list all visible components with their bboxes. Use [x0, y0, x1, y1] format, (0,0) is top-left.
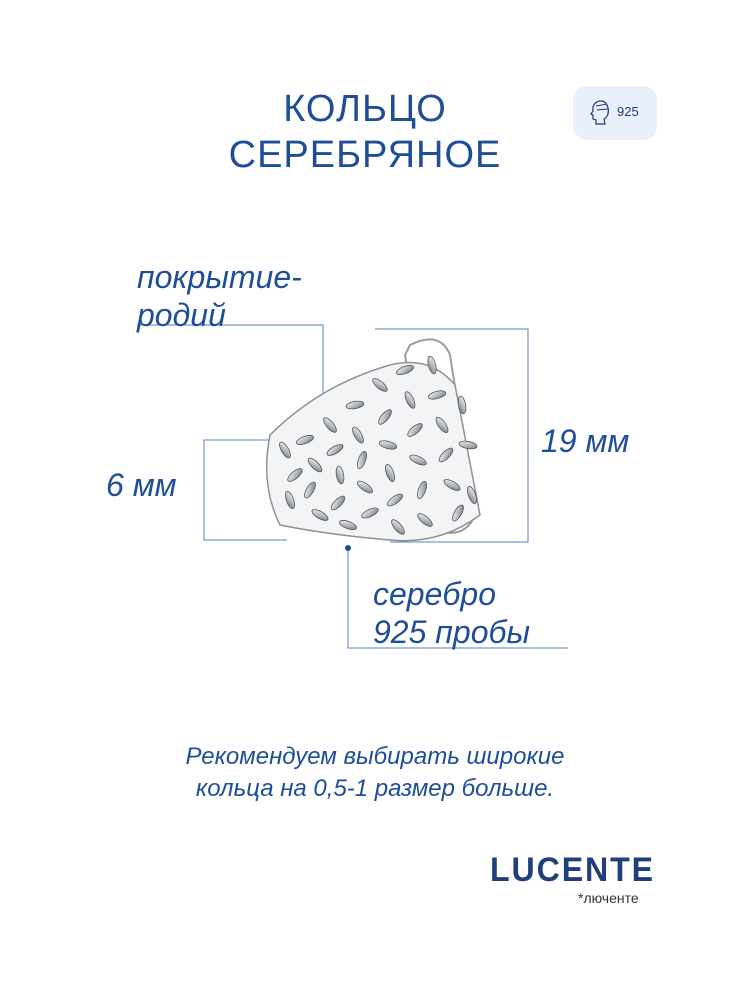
coating-line-1: покрытие-: [137, 259, 302, 295]
brand-caption: *люченте: [578, 890, 639, 906]
badge-label: 925: [617, 104, 639, 119]
recommendation-line-1: Рекомендуем выбирать широкие: [185, 743, 565, 770]
brand-logo-text: LUCENTE: [490, 851, 655, 885]
recommendation-line-2: кольца на 0,5-1 размер больше.: [195, 775, 555, 802]
title-line-1: КОЛЬЦО: [283, 88, 447, 130]
coating-line-2: родий: [137, 297, 226, 333]
title-line-2: СЕРЕБРЯНОЕ: [228, 134, 502, 176]
coating-label: [137, 258, 302, 334]
width-label: 6 мм: [106, 467, 177, 503]
ring-image: [240, 325, 510, 555]
size-recommendation: [60, 741, 690, 805]
metal-line-1: серебро: [373, 576, 496, 612]
height-label: 19 мм: [541, 423, 630, 459]
brand-logo: [490, 851, 655, 885]
metal-label: [373, 575, 530, 651]
metal-line-2: 925 пробы: [373, 614, 531, 650]
